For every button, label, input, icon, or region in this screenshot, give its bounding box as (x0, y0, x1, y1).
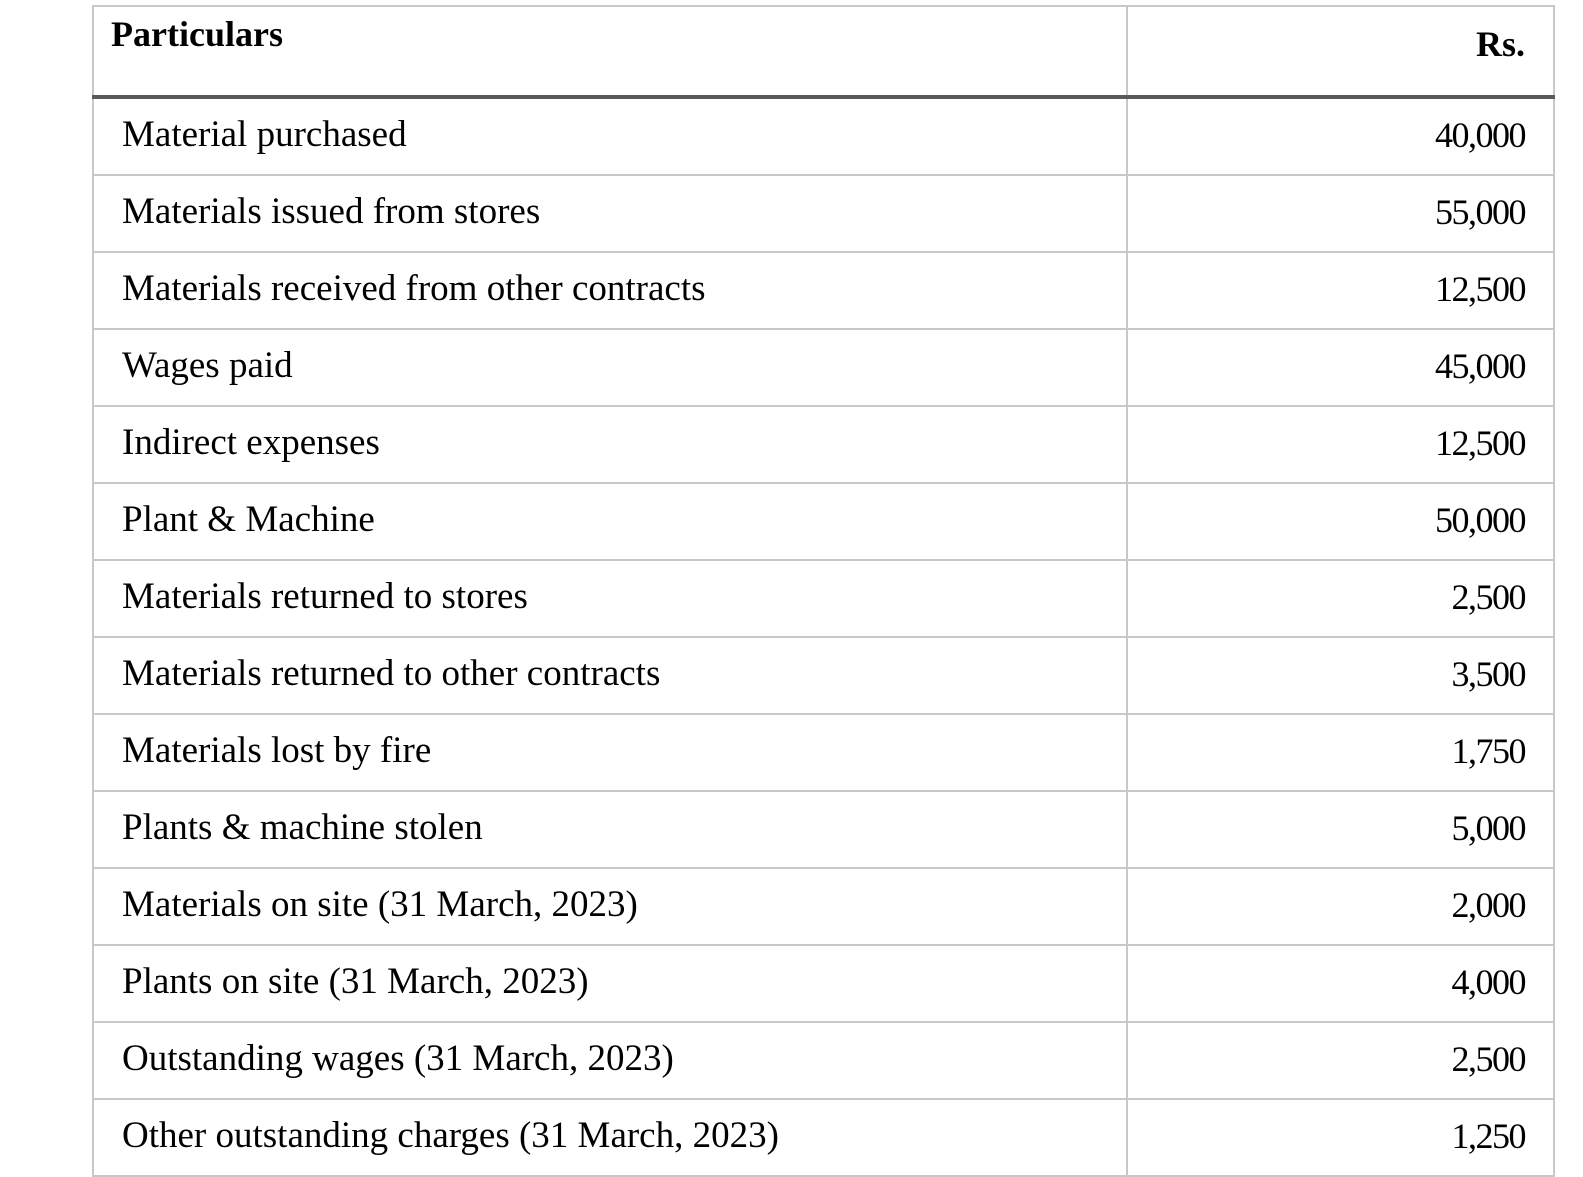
table-row (93, 406, 1554, 483)
header-particulars: Particulars (93, 6, 1127, 97)
amount-cell: 2,000 (1127, 868, 1554, 945)
amount-cell: 55,000 (1127, 175, 1554, 252)
table-header-row (93, 6, 1554, 97)
table-body (93, 97, 1554, 1176)
table-row (93, 868, 1554, 945)
amount-cell: 2,500 (1127, 1022, 1554, 1099)
amount-cell: 1,750 (1127, 714, 1554, 791)
table-row (93, 1099, 1554, 1176)
amount-cell: 5,000 (1127, 791, 1554, 868)
particular-cell: Materials issued from stores (93, 175, 1127, 252)
particular-cell: Plants & machine stolen (93, 791, 1127, 868)
table-row (93, 1022, 1554, 1099)
table-row (93, 560, 1554, 637)
header-amount: Rs. (1127, 6, 1554, 97)
particular-cell: Plant & Machine (93, 483, 1127, 560)
amount-cell: 2,500 (1127, 560, 1554, 637)
amount-cell: 3,500 (1127, 637, 1554, 714)
particular-cell: Materials returned to stores (93, 560, 1127, 637)
particular-cell: Indirect expenses (93, 406, 1127, 483)
table-row (93, 97, 1554, 175)
particular-cell: Materials on site (31 March, 2023) (93, 868, 1127, 945)
table-row (93, 637, 1554, 714)
table-row (93, 483, 1554, 560)
particular-cell: Materials received from other contracts (93, 252, 1127, 329)
particular-cell: Other outstanding charges (31 March, 2023) (93, 1099, 1127, 1176)
particular-cell: Outstanding wages (31 March, 2023) (93, 1022, 1127, 1099)
table-row (93, 175, 1554, 252)
amount-cell: 40,000 (1127, 97, 1554, 175)
amount-cell: 12,500 (1127, 252, 1554, 329)
amount-cell: 1,250 (1127, 1099, 1554, 1176)
particular-cell: Materials lost by fire (93, 714, 1127, 791)
table-row (93, 714, 1554, 791)
amount-cell: 50,000 (1127, 483, 1554, 560)
amount-cell: 12,500 (1127, 406, 1554, 483)
table-row (93, 252, 1554, 329)
particular-cell: Wages paid (93, 329, 1127, 406)
particular-cell: Plants on site (31 March, 2023) (93, 945, 1127, 1022)
particular-cell: Material purchased (93, 97, 1127, 175)
particulars-table (92, 5, 1555, 1177)
amount-cell: 45,000 (1127, 329, 1554, 406)
amount-cell: 4,000 (1127, 945, 1554, 1022)
particular-cell: Materials returned to other contracts (93, 637, 1127, 714)
table-row (93, 329, 1554, 406)
table-row (93, 945, 1554, 1022)
table-row (93, 791, 1554, 868)
